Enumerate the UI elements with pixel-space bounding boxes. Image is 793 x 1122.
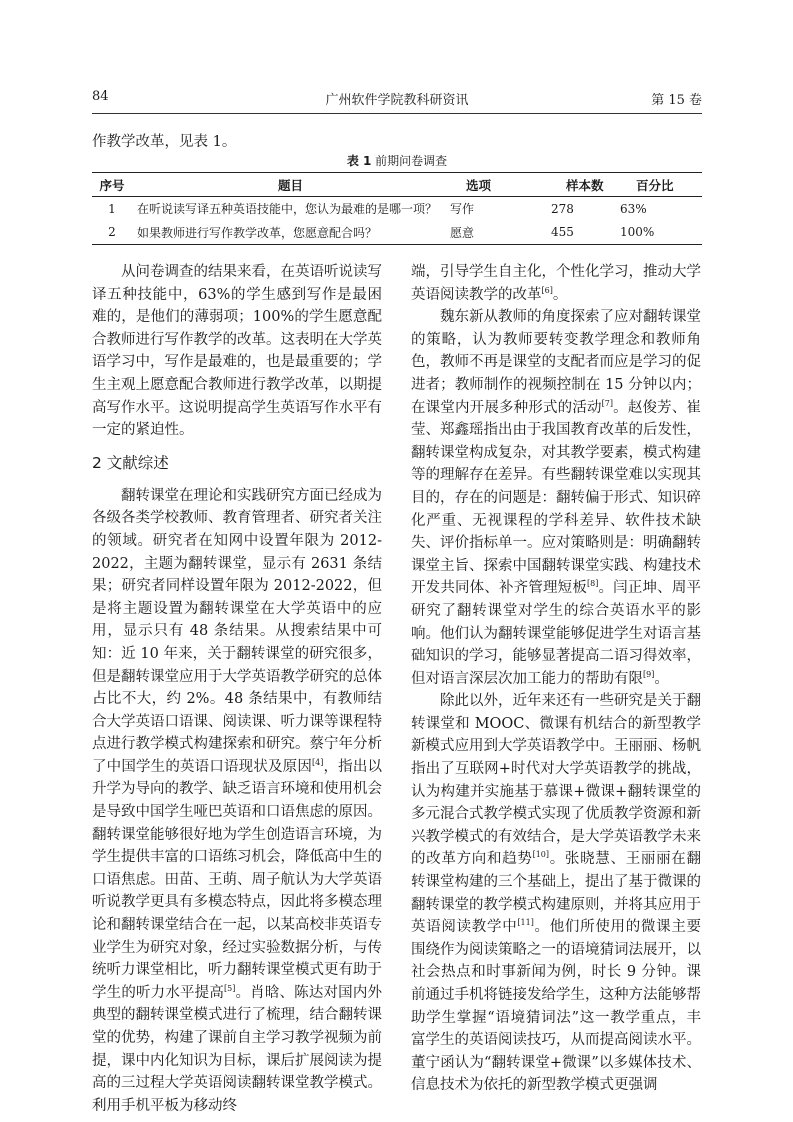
paragraph-text: 魏东新从教师的角度探索了应对翻转课堂的策略，认为教师要转变教学理念和教师角色，教师不再是课堂的支配者而应是学习的促进者；教师制作的视频控制在 15 分钟以内；在课堂内开展多种形式的活动 [411,309,701,416]
col-header-index: 序号 [92,173,132,197]
paragraph-text: 。闫正坤、周平研究了翻转课堂对学生的综合英语水平的影响。他们认为翻转课堂能够促进学生对语言基础知识的学习，能够显著提高二语习得效率，但对语言深层次加工能力的帮助有限 [411,580,702,687]
table-caption [92,152,702,169]
paragraph-teacher-strategy [411,306,701,690]
col-header-question: 题目 [132,173,444,197]
journal-title: 广州软件学院教科研资讯 [325,93,469,108]
citation-ref: [4] [312,758,324,768]
paragraph-text: 。赵俊芳、崔莹、郑鑫瑶指出由于我国教育改革的后发性，翻转课堂构成复杂，对其教学要素，模式构建等的理解存在差异。有些翻转课堂难以实现其目的，存在的问题是：翻转偏于形式、知识碎化严重、无视课程的学科差异、软件技术缺失、评价指标单一。应对策略则是：明确翻转课堂主旨、探索中国翻转课堂实践、构建技术开发共同体、补齐管理短板 [411,399,702,597]
table-label: 表 1 [346,154,372,168]
col-header-option: 选项 [444,173,536,197]
citation-ref: [5] [224,983,236,993]
citation-ref: [7] [601,398,614,408]
table-row [92,197,702,221]
table-cell: 写作 [450,202,475,217]
table-cell: 100% [616,221,702,245]
table-cell: 278 [551,201,574,216]
table-row [92,221,702,245]
survey-table [92,172,702,245]
table-caption-text: 前期问卷调查 [375,154,448,168]
paragraph-text: 。 [552,286,568,303]
paragraph-text: 。 [654,670,669,687]
paragraph-continuation [411,261,701,306]
table-cell: 如果教师进行写作教学改革，您愿意配合吗？ [132,221,444,245]
paragraph-text: 端，引导学生自主化，个性化学习，推动大学英语阅读教学的改革 [411,264,701,303]
intro-line: 作教学改革，见表 1。 [92,134,237,150]
table-cell: 愿意 [444,221,536,245]
table-cell: 455 [536,221,616,245]
section-heading: 2 文献综述 [92,453,169,472]
left-column [92,261,382,1117]
table-cell: 2 [92,221,132,245]
paragraph-literature-review [92,485,382,1118]
paragraph-text: 。肖晗、陈达对国内外典型的翻转课堂模式进行了梳理，结合翻转课堂的优势，构建了课前自主学习教学视频为前提，课中内化知识为目标，课后扩展阅读为提高的三过程大学英语阅读翻转课堂教学模式。利用手机平板为移动终 [92,984,383,1114]
table-header-row [92,173,702,197]
header-rule [92,113,702,114]
paragraph-mooc-microlecture [411,690,701,1097]
table-cell: 在听说读写译五种英语技能中，您认为最难的是哪一项？ [137,202,438,217]
paragraph-survey-result: 从问卷调查的结果来看，在英语听说读写译五种技能中，63%的学生感到写作是最困难的，是他们的薄弱项；100%的学生愿意配合教师进行写作教学的改革。这表明在大学英语学习中，写作是最难的，也是最重要的；学生主观上愿意配合教师进行教学改革，以期提高写作水平。这说明提高学生英语写作水平有一定的紧迫性。 [92,264,382,439]
citation-ref: [11] [517,918,534,928]
right-column [411,261,701,1097]
citation-ref: [9] [643,669,655,679]
paragraph-text: 除此以外，近年来还有一些研究是关于翻转课堂和 MOOC、微课有机结合的新型教学新模式应用到大学英语教学中。王丽丽、杨帆指出了互联网+时代对大学英语教学的挑战，认为构建并实施基于慕课+微课+翻转课堂的多元混合式教学模式实现了优质教学资源和新兴教学模式的有效结合，是大学英语教学未来的改革方向和趋势 [411,693,701,868]
table-cell: 63% [620,201,647,216]
citation-ref: [8] [587,579,599,589]
volume-label: 第 15 卷 [651,93,702,108]
page-number: 84 [92,89,109,104]
running-header [92,89,702,109]
paragraph-text: 。他们所使用的微课主要围绕作为阅读策略之一的语境猜词法展开，以社会热点和时事新闻为例，时长 9 分钟。课前通过手机将链接发给学生，这种方法能够帮助学生掌握“语境猜词法”这一教学重点，丰富学生的英语阅读技巧，从而提高阅读水平。董宁函认为“翻转课堂+微课”以多媒体技术、信息技术为依托的新型教学模式更强调 [411,919,702,1094]
col-header-sample: 样本数 [536,173,616,197]
col-header-percent: 百分比 [616,173,702,197]
citation-ref: [10] [532,850,550,860]
table-cell: 1 [108,201,116,216]
paragraph-text: ，指出以升学为导向的教学、缺乏语言环境和使用机会是导致中国学生哑巴英语和口语焦虑的原因。翻转课堂能够很好地为学生创造语言环境，为学生提供丰富的口语练习机会，降低高中生的口语焦虑。田苗、王萌、周子航认为大学英语听说教学更具有多模态特点，因此将多模态理论和翻转课堂结合在一起，以某高校非英语专业学生为研究对象，经过实验数据分析，与传统听力课堂相比，听力翻转课堂模式更有助于学生的听力水平提高 [92,758,383,1001]
paragraph-text: 。张晓慧、王丽丽在翻转课堂构建的三个基础上，提出了基于微课的翻转课堂的教学模式构建原则，并将其应用于英语阅读教学中 [411,851,702,936]
citation-ref: [6] [541,285,553,295]
paragraph-text: 翻转课堂在理论和实践研究方面已经成为各级各类学校教师、教育管理者、研究者关注的领域。研究者在知网中设置年限为 2012-2022，主题为翻转课堂，显示有 2631 条结果；研究者同样设置年限为 2012-2022，但是将主题设置为翻转课堂在大学英语中的应用，显示只有 48 条结果。从搜索结果中可知：近 10 年来，关于翻转课堂的研究很多，但是翻转课堂应用于大学英语教学研究的总体占比不大，约 2%。48 条结果中，有教师结合大学英语口语课、阅读课、听力课等课程特点进行教学模式构建探索和研究。蔡宁年分析了中国学生的英语口语现状及原因 [92,487,382,775]
